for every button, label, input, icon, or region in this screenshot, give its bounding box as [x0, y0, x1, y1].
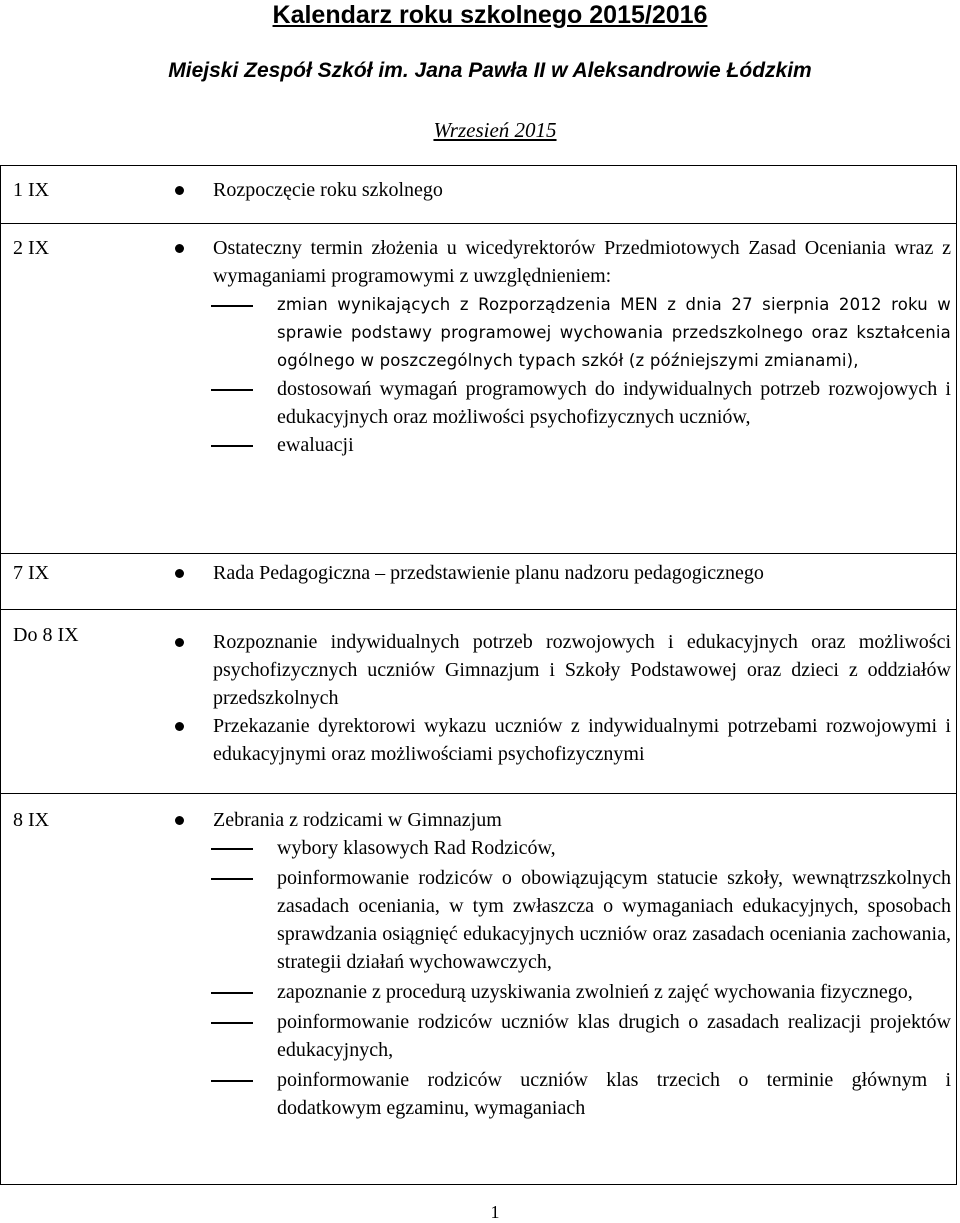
list-item: [175, 176, 951, 204]
row-entries: [175, 628, 951, 768]
row-entries: [175, 234, 951, 459]
list-item: [175, 234, 951, 290]
bullet-icon: [175, 638, 184, 647]
table-row: [1, 553, 956, 610]
item-text: Rozpoczęcie roku szkolnego: [213, 179, 443, 201]
dash-icon: [211, 1022, 253, 1024]
dash-icon: [211, 878, 253, 880]
table-row: [1, 609, 956, 794]
sub-item-text: zmian wynikających z Rozporządzenia MEN z dnia 27 sierpnia 2012 roku w sprawie podstawy programowej wychowania przedszkolnego oraz kształcenia ogólnego w poszczególnych typach szkół (z późniejszymi zmianami),: [277, 295, 951, 370]
row-date: 8 IX: [13, 809, 50, 831]
sub-list-item: [175, 431, 951, 459]
list-item: [175, 628, 951, 712]
bullet-icon: [175, 569, 184, 578]
list-item: [175, 712, 951, 768]
sub-list-item: [175, 834, 951, 862]
row-entries: [175, 176, 951, 204]
item-text: Rada Pedagogiczna – przedstawienie planu nadzoru pedagogicznego: [213, 562, 764, 584]
bullet-icon: [175, 816, 184, 825]
calendar-table: [0, 165, 957, 1185]
document-title: Kalendarz roku szkolnego 2015/2016: [272, 1, 708, 29]
bullet-icon: [175, 244, 184, 253]
sub-item-text: poinformowanie rodziców o obowiązującym statucie szkoły, wewnątrzszkolnych zasadach oceniania, w tym zwłaszcza o wymaganiach edukacyjnych, sposobach sprawdzania osiągnięć edukacyjnych uczniów oraz zasadach oceniania zachowania, strategii działań wychowawczych,: [277, 867, 951, 973]
sub-item-text: ewaluacji: [277, 434, 354, 456]
month-heading: Wrzesień 2015: [433, 118, 557, 142]
item-text: Przekazanie dyrektorowi wykazu uczniów z indywidualnymi potrzebami rozwojowymi i edukacyjnymi oraz możliwościami psychofizycznymi: [213, 715, 951, 765]
sub-list-item: [175, 1008, 951, 1064]
dash-icon: [211, 305, 253, 307]
page-number: 1: [490, 1202, 500, 1222]
sub-list-item: [175, 1066, 951, 1122]
row-entries: [175, 559, 951, 587]
sub-item-text: dostosowań wymagań programowych do indywidualnych potrzeb rozwojowych i edukacyjnych oraz możliwości psychofizycznych uczniów,: [277, 378, 951, 428]
row-date: 1 IX: [13, 179, 50, 201]
sub-item-text: zapoznanie z procedurą uzyskiwania zwolnień z zajęć wychowania fizycznego,: [277, 981, 913, 1003]
row-date: 2 IX: [13, 237, 50, 259]
school-name: Miejski Zespół Szkół im. Jana Pawła II w Aleksandrowie Łódzkim: [168, 59, 812, 82]
list-item: [175, 806, 951, 834]
sub-list-item: [175, 864, 951, 976]
dash-icon: [211, 389, 253, 391]
bullet-icon: [175, 722, 184, 731]
item-text: Rozpoznanie indywidualnych potrzeb rozwojowych i edukacyjnych oraz możliwości psychofizycznych uczniów Gimnazjum i Szkoły Podstawowej oraz dzieci z oddziałów przedszkolnych: [213, 631, 951, 709]
bullet-icon: [175, 186, 184, 195]
dash-icon: [211, 1080, 253, 1082]
table-row: [1, 223, 956, 554]
sub-item-text: wybory klasowych Rad Rodziców,: [277, 837, 556, 859]
sub-list-item: [175, 978, 951, 1006]
list-item: [175, 559, 951, 587]
row-date: 7 IX: [13, 562, 50, 584]
item-text: Ostateczny termin złożenia u wicedyrektorów Przedmiotowych Zasad Oceniania wraz z wymaganiami programowymi z uwzględnieniem:: [213, 237, 951, 287]
dash-icon: [211, 992, 253, 994]
row-entries: [175, 806, 951, 1122]
sub-list-item: [175, 375, 951, 431]
table-row: [1, 166, 956, 224]
sub-item-text: poinformowanie rodziców uczniów klas trzecich o terminie głównym i dodatkowym egzaminu, wymaganiach: [277, 1069, 951, 1119]
dash-icon: [211, 445, 253, 447]
sub-list-item: [175, 291, 951, 375]
sub-item-text: poinformowanie rodziców uczniów klas drugich o zasadach realizacji projektów edukacyjnych,: [277, 1011, 951, 1061]
dash-icon: [211, 848, 253, 850]
table-row: [1, 793, 956, 1184]
item-text: Zebrania z rodzicami w Gimnazjum: [213, 809, 502, 831]
row-date: Do 8 IX: [13, 624, 79, 646]
